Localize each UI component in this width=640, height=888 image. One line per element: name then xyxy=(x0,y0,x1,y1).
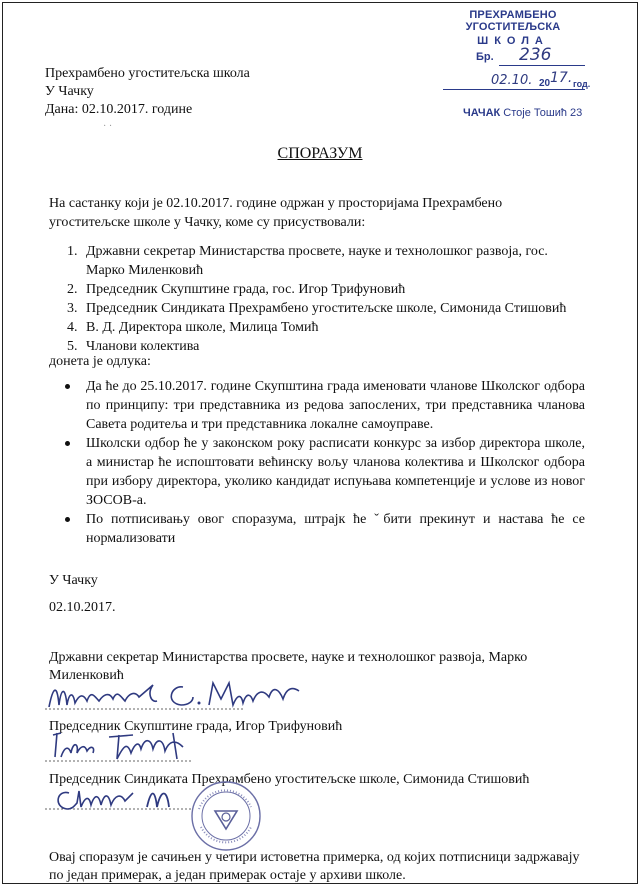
attendee-list xyxy=(49,242,589,356)
list-item: 4. В. Д. Директора школе, Милица Томић xyxy=(67,320,319,335)
list-item: 5. Чланови колектива xyxy=(67,339,200,354)
signatory2: Председник Скупштине града, Игор Трифуновић xyxy=(49,719,343,734)
school-seal-icon xyxy=(189,779,263,853)
signatory1-line2: Миленковић xyxy=(49,668,124,683)
signatory1-line1: Државни секретар Министарства просвете, науке и технолошког развоја, Марко xyxy=(49,650,528,665)
document-title: СПОРАЗУМ xyxy=(277,145,363,162)
stamp-br-label: Бр. xyxy=(476,51,494,63)
header-school: Прехрамбено угоститељска школа xyxy=(45,66,250,81)
list-item: Да ће до 25.10.2017. године Скупштина града именовати чланове Школског одбора по принципу: три представника из редова запослених, три представника чланова Савета родитеља и три представника локалне самоуправе. xyxy=(49,377,585,434)
list-item: По потписивању овог споразума, штрајк ће ˇбити прекинут и настава ће се нормализовати xyxy=(49,510,585,548)
footer-line2: по један примерак, а један примерак остаје у архиви школе. xyxy=(49,868,406,883)
list-item: 1. Државни секретар Министарства просвете, науке и технолошког развоја, гос. Марко Миленковић xyxy=(67,244,548,278)
stamp-number: 236 xyxy=(519,45,552,65)
signatory3: Председник Синдиката Прехрамбено угоститељске школе, Симонида Стишовић xyxy=(49,772,530,787)
signing-date: 02.10.2017. xyxy=(49,600,116,615)
header-city: У Чачку xyxy=(45,84,94,99)
stamp-number-row xyxy=(421,45,605,67)
bullet-icon xyxy=(65,384,70,389)
stamp-year-suffix: год. xyxy=(573,79,591,89)
stamp-address xyxy=(421,107,605,119)
bullet-icon xyxy=(65,441,70,446)
intro-line2: угоститељске школе у Чачку, коме су присуствовали: xyxy=(49,215,366,230)
registry-stamp xyxy=(421,9,605,119)
footer-line1: Овај споразум је сачињен у четири истоветна примерка, од којих потписници задржавају xyxy=(49,850,580,865)
stamp-number-line xyxy=(499,65,585,66)
signature-1 xyxy=(43,677,313,717)
decision-list xyxy=(49,377,585,548)
stamp-line1: ПРЕХРАМБЕНО УГОСТИТЕЉСКА xyxy=(465,9,561,33)
stamp-date-line xyxy=(443,89,585,90)
speck-mark: · · xyxy=(103,121,113,132)
stamp-date-row xyxy=(421,70,605,95)
signature-3 xyxy=(43,781,213,821)
stamp-address-street: Стоје Тошић 23 xyxy=(503,107,583,119)
intro-line1: На састанку који је 02.10.2017. године одржан у просторијама Прехрамбено xyxy=(49,196,503,211)
stamp-line2: ШКОЛА xyxy=(477,35,549,47)
list-item: 2. Председник Скупштине града, гос. Игор Трифуновић xyxy=(67,282,406,297)
stamp-date: 02.10. xyxy=(491,73,533,88)
place: У Чачку xyxy=(49,573,98,588)
stamp-address-city: ЧАЧАК xyxy=(463,107,501,119)
stamp-year-prefix: 20 xyxy=(539,78,551,89)
signature-2 xyxy=(43,727,243,767)
list-item: 3. Председник Синдиката Прехрамбено угоститељске школе, Симонида Стишовић xyxy=(67,301,567,316)
header-date: Дана: 02.10.2017. године xyxy=(45,102,193,117)
stamp-year: 17. xyxy=(550,70,573,86)
list-item: Школски одбор ће у законском року расписати конкурс за избор директора школе, а министар ће испоштовати већинску вољу чланова колектива и Школског одбора при избору директора, уколико кандидат испуњава компетенције и услове из новог ЗОСОВ-а. xyxy=(49,434,585,510)
decision-label: донета је одлука: xyxy=(49,354,151,369)
document-page xyxy=(2,2,638,884)
bullet-icon xyxy=(65,517,70,522)
